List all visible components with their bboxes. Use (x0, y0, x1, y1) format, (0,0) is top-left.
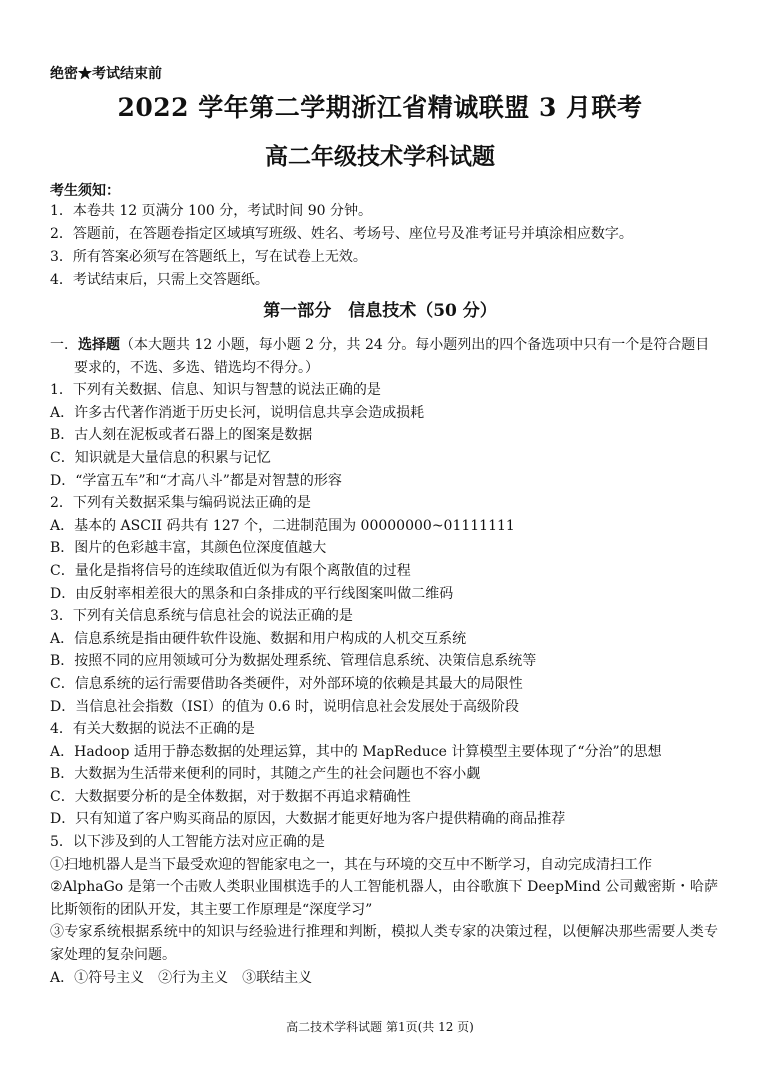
notes-heading: 考生须知： (50, 183, 120, 199)
question-option: B．按照不同的应用领域可分为数据处理系统、管理信息系统、决策信息系统等 (50, 653, 537, 670)
intro-rest: （本大题共 12 小题，每小题 2 分，共 24 分。每小题列出的四个备选项中只有一个是符合题目要求的，不选、多选、错选均不得分。） (74, 337, 710, 376)
intro-prefix: 一． (50, 337, 78, 353)
question-option: A．基本的 ASCII 码共有 127 个，二进制范围为 00000000~01111111 (50, 517, 515, 534)
section-intro (50, 334, 718, 379)
question-option: D．“学富五车”和“才高八斗”都是对智慧的形容 (50, 472, 342, 489)
note-item: 3．所有答案必须写在答题纸上，写在试卷上无效。 (50, 249, 367, 265)
note-item: 4．考试结束后，只需上交答题纸。 (50, 272, 269, 288)
exam-title: 2022 学年第二学期浙江省精诚联盟 3 月联考 (117, 93, 643, 122)
section-title: 第一部分 信息技术（50 分） (263, 301, 497, 321)
question-option: C．信息系统的运行需要借助各类硬件，对外部环境的依赖是其最大的局限性 (50, 675, 523, 692)
question-option: A．信息系统是指由硬件软件设施、数据和用户构成的人机交互系统 (50, 630, 467, 647)
intro-bold: 选择题 (78, 337, 120, 353)
question-option: B．古人刻在泥板或者石器上的图案是数据 (50, 427, 313, 444)
question-option: B．大数据为生活带来便利的同时，其随之产生的社会问题也不容小觑 (50, 766, 481, 783)
exam-subtitle: 高二年级技术学科试题 (265, 143, 495, 170)
question-option: D．当信息社会指数（ISI）的值为 0.6 时，说明信息社会发展处于高级阶段 (50, 698, 520, 715)
question-stem: 4．有关大数据的说法不正确的是 (50, 721, 255, 738)
question-stem: 3．下列有关信息系统与信息社会的说法正确的是 (50, 608, 353, 625)
question-option: C．量化是指将信号的连续取值近似为有限个离散值的过程 (50, 562, 411, 579)
question-option: D．只有知道了客户购买商品的原因，大数据才能更好地为客户提供精确的商品推荐 (50, 811, 566, 828)
question-option: B．图片的色彩越丰富，其颜色位深度值越大 (50, 540, 327, 557)
note-item: 1．本卷共 12 页满分 100 分，考试时间 90 分钟。 (50, 203, 372, 219)
q5-paragraph: ③专家系统根据系统中的知识与经验进行推理和判断，模拟人类专家的决策过程，以便解决那些需要人类专家处理的复杂问题。 (50, 924, 718, 964)
question-option: A．Hadoop 适用于静态数据的处理运算，其中的 MapReduce 计算模型主要体现了“分治”的思想 (50, 743, 662, 760)
question-option: D．由反射率相差很大的黑条和白条排成的平行线图案叫做二维码 (50, 585, 454, 602)
page-footer: 高二技术学科试题 第1页(共 12 页) (286, 1020, 474, 1034)
question-body (50, 334, 718, 989)
question-option: A．许多古代著作消逝于历史长河，说明信息共享会造成损耗 (50, 404, 425, 421)
note-item: 2．答题前，在答题卷指定区域填写班级、姓名、考场号、座位号及准考证号并填涂相应数字。 (50, 226, 633, 242)
question-stem: 5．以下涉及到的人工智能方法对应正确的是 (50, 834, 325, 851)
question-option: C．大数据要分析的是全体数据，对于数据不再追求精确性 (50, 788, 411, 805)
q5-paragraph: ②AlphaGo 是第一个击败人类职业围棋选手的人工智能机器人，由谷歌旗下 DeepMind 公司戴密斯・哈萨比斯领衔的团队开发，其主要工作原理是“深度学习” (50, 879, 718, 918)
q5-paragraph: ①扫地机器人是当下最受欢迎的智能家电之一，其在与环境的交互中不断学习，自动完成清扫工作 (50, 856, 652, 873)
question-stem: 1．下列有关数据、信息、知识与智慧的说法正确的是 (50, 382, 381, 399)
question-option: C．知识就是大量信息的积累与记忆 (50, 449, 271, 466)
question-option: A．①符号主义 ②行为主义 ③联结主义 (50, 969, 313, 986)
secret-label: 绝密★考试结束前 (50, 66, 162, 82)
notes-list (50, 200, 730, 292)
question-stem: 2．下列有关数据采集与编码说法正确的是 (50, 495, 311, 512)
